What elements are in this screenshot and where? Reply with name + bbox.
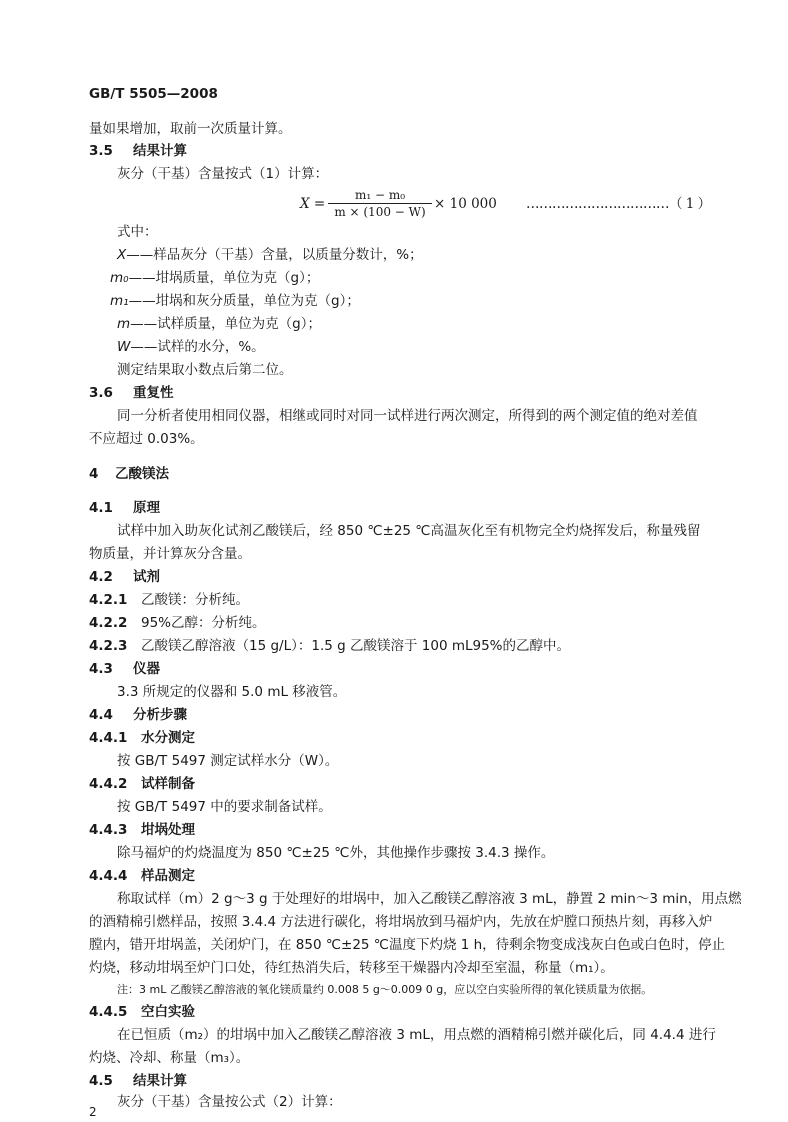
- section-number: 4: [89, 466, 99, 482]
- formula-lhs: X =: [300, 196, 326, 212]
- clause-number: 4.2.3: [89, 638, 128, 654]
- section-number: 4.4.1: [89, 730, 128, 746]
- section-4-4-5-heading: [89, 1004, 195, 1020]
- continuation-line: 量如果增加，取前一次质量计算。: [89, 121, 292, 137]
- paragraph-line: 试样中加入助灰化试剂乙酸镁后，经 850 ℃±25 ℃高温灰化至有机物完全灼烧挥发后，称量残留: [117, 523, 701, 539]
- paragraph-line: 的酒精棉引燃样品，按照 3.4.4 方法进行碳化，将坩埚放到马福炉内，先放在炉膛口预热片刻，再移入炉: [89, 914, 713, 930]
- clause-number: 4.2.1: [89, 592, 128, 608]
- section-number: 4.4.2: [89, 776, 128, 792]
- variable-definition: [117, 339, 265, 355]
- section-4-1-heading: [89, 500, 160, 516]
- section-title: 分析步骤: [133, 707, 187, 723]
- variable-symbol: X: [117, 247, 127, 263]
- section-title: 坩埚处理: [141, 822, 195, 838]
- where-label: 式中：: [117, 224, 158, 240]
- paragraph-line: 3.3 所规定的仪器和 5.0 mL 移液管。: [117, 684, 347, 700]
- paragraph-line: 按 GB/T 5497 测定试样水分（W）。: [117, 753, 339, 769]
- section-number: 3.5: [89, 143, 113, 159]
- section-title: 样品测定: [141, 868, 195, 884]
- page-number: 2: [89, 1105, 97, 1119]
- formula-numerator: m₁ − m₀: [354, 188, 406, 202]
- section-4-2-heading: [89, 569, 160, 585]
- section-title: 原理: [133, 500, 160, 516]
- section-title: 结果计算: [133, 143, 187, 159]
- section-4-4-heading: [89, 707, 187, 723]
- clause-4-2-2: [89, 615, 266, 631]
- section-number: 4.4.3: [89, 822, 128, 838]
- variable-description: ——坩埚质量，单位为克（g）；: [128, 270, 320, 286]
- variable-definition: [110, 293, 360, 309]
- variable-symbol: m₀: [110, 270, 129, 286]
- variable-description: ——样品灰分（干基）含量，以质量分数计，%；: [126, 247, 423, 263]
- clause-number: 4.2.2: [89, 615, 128, 631]
- formula-1-intro: 灰分（干基）含量按式（1）计算：: [117, 166, 329, 182]
- clause-text: 乙酸镁：分析纯。: [141, 592, 249, 608]
- paragraph-line: 膛内，错开坩埚盖，关闭炉门，在 850 ℃±25 ℃温度下灼烧 1 h，待剩余物变成浅灰白色或白色时，停止: [89, 937, 726, 953]
- formula-denominator: m × (100 − W): [334, 205, 426, 219]
- section-4-4-1-heading: [89, 730, 195, 746]
- clause-4-2-1: [89, 592, 249, 608]
- variable-description: ——试样的水分，%。: [130, 339, 265, 355]
- variable-symbol: m: [117, 316, 131, 332]
- paragraph-line: 按 GB/T 5497 中的要求制备试样。: [117, 799, 332, 815]
- variable-definition: [117, 316, 321, 332]
- formula-fraction: [328, 188, 432, 219]
- variable-definition: [117, 247, 423, 263]
- paragraph-line: 灼烧，移动坩埚至炉门口处，待红热消失后，转移至干燥器内冷却至室温，称量（m₁）。: [89, 960, 614, 976]
- section-number: 3.6: [89, 385, 113, 401]
- section-number: 4.4: [89, 707, 113, 723]
- clause-4-2-3: [89, 638, 570, 654]
- paragraph-line: 不应超过 0.03%。: [89, 431, 204, 447]
- section-4-heading: [89, 466, 169, 482]
- variable-definition: [110, 270, 319, 286]
- section-title: 空白实验: [141, 1004, 195, 1020]
- section-3-5-heading: [89, 143, 187, 159]
- clause-text: 乙酸镁乙醇溶液（15 g/L）：1.5 g 乙酸镁溶于 100 mL95%的乙醇中。: [141, 638, 571, 654]
- formula-factor: × 10 000: [434, 196, 497, 212]
- paragraph-line: 物质量，并计算灰分含量。: [89, 546, 251, 562]
- section-number: 4.5: [89, 1073, 113, 1089]
- paragraph-line: 同一分析者使用相同仪器，相继或同时对同一试样进行两次测定，所得到的两个测定值的绝对差值: [117, 408, 698, 424]
- section-4-4-3-heading: [89, 822, 195, 838]
- variable-symbol: m₁: [110, 293, 129, 309]
- section-title: 仪器: [133, 661, 160, 677]
- section-4-4-2-heading: [89, 776, 195, 792]
- section-title: 试剂: [133, 569, 160, 585]
- paragraph-line: 灼烧、冷却、称量（m₃）。: [89, 1050, 250, 1066]
- clause-text: 95%乙醇：分析纯。: [141, 615, 266, 631]
- decimal-note: 测定结果取小数点后第二位。: [117, 362, 293, 378]
- document-code: GB/T 5505—2008: [89, 86, 218, 102]
- section-title: 乙酸镁法: [115, 466, 169, 482]
- variable-symbol: W: [117, 339, 131, 355]
- section-4-3-heading: [89, 661, 160, 677]
- section-4-4-4-heading: [89, 868, 195, 884]
- paragraph-line: 称取试样（m）2 g～3 g 于处理好的坩埚中，加入乙酸镁乙醇溶液 3 mL，静置 2 min～3 min，用点燃: [117, 891, 742, 907]
- section-title: 试样制备: [141, 776, 195, 792]
- section-number: 4.3: [89, 661, 113, 677]
- section-4-5-heading: [89, 1073, 187, 1089]
- section-3-6-heading: [89, 385, 174, 401]
- section-title: 水分测定: [141, 730, 195, 746]
- section-number: 4.1: [89, 500, 113, 516]
- paragraph-line: 除马福炉的灼烧温度为 850 ℃±25 ℃外，其他操作步骤按 3.4.3 操作。: [117, 845, 555, 861]
- section-title: 结果计算: [133, 1073, 187, 1089]
- variable-description: ——坩埚和灰分质量，单位为克（g）；: [128, 293, 360, 309]
- section-number: 4.2: [89, 569, 113, 585]
- section-number: 4.4.4: [89, 868, 128, 884]
- paragraph-line: 灰分（干基）含量按公式（2）计算：: [117, 1094, 342, 1110]
- formula-1: [300, 188, 711, 224]
- fraction-bar: [328, 203, 432, 204]
- variable-description: ——试样质量，单位为克（g）；: [130, 316, 321, 332]
- paragraph-line: 在已恒质（m₂）的坩埚中加入乙酸镁乙醇溶液 3 mL，用点燃的酒精棉引燃并碳化后，同 4.4.4 进行: [117, 1027, 716, 1043]
- formula-equation-number: ……………………………（ 1 ）: [526, 196, 711, 212]
- note: 注：3 mL 乙酸镁乙醇溶液的氧化镁质量约 0.008 5 g～0.009 0 g，应以空白实验所得的氧化镁质量为依据。: [117, 983, 653, 996]
- section-title: 重复性: [133, 385, 174, 401]
- section-number: 4.4.5: [89, 1004, 128, 1020]
